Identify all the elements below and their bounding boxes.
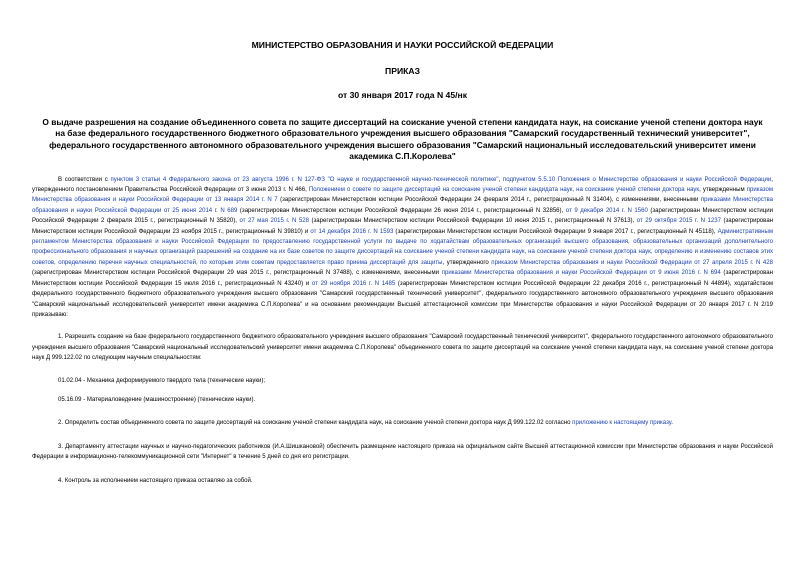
text-span: (зарегистрирован Министерством юстиции Российской Федерации 29 мая 2015 г., регистрационный N 37488), с изменениями, внесенными [32,270,442,277]
text-span: (зарегистрирован Министерством юстиции Российской Федерации 10 июня 2015 г., регистрационный N 37613), [308,218,637,225]
link-order-1560[interactable]: от 9 декабря 2014 г. N 1560 [565,207,648,214]
link-council-regulation[interactable]: Положением о совете по защите диссертаций на соискание ученой степени кандидата наук, на соискание ученой степени доктора наук [308,187,700,194]
text-span: (зарегистрирован Министерством юстиции Российской Федерации 26 июня 2014 г., регистрационный N 32856), [237,207,566,214]
text-span: (зарегистрирован Министерством юстиции Российской Федерации 2 февраля 2015 г., регистрационный N 35820), [32,207,773,225]
ministry-name: МИНИСТЕРСТВО ОБРАЗОВАНИЯ И НАУКИ РОССИЙСКОЙ ФЕДЕРАЦИИ [251,40,554,50]
order-type: ПРИКАЗ [385,66,420,76]
clause-3: 3. Департаменту аттестации научных и научно-педагогических работников (И.А.Шишкановой) обеспечить размещение настоящего приказа на официальном сайте Высшей аттестационной комиссии при Министерстве образования и науки Российской Федерации в информационно-телекоммуникационной сети "Интернет" в течение 5 дней со дня его регистрации. [32,443,773,461]
text-span: , утвержденного постановлением Правительства Российской Федерации от 3 июня 2013 г. N 466, [32,176,773,194]
text-span: , утвержденного [442,259,492,266]
link-order-528[interactable]: от 27 мая 2015 г. N 528 [239,218,309,225]
link-order-1593[interactable]: от 14 декабря 2016 г. N 1593 [310,228,394,235]
specialty-item: 05.16.09 - Материаловедение (машиностроение) (технические науки). [58,396,256,403]
text-span: (зарегистрирован Министерством юстиции Российской Федерации 9 января 2017 г., регистрационный N 45118), [393,228,718,235]
order-date: от 30 января 2017 года N 45/нк [337,90,468,100]
text-span: (зарегистрирован Министерством юстиции Российской Федерации 23 ноября 2015 г., регистрационный N 39810) и [32,218,774,235]
clause-2 [32,418,773,428]
text-span: (зарегистрирован Министерством юстиции Российской Федерации 22 декабря 2016 г., регистрационный N 44894), ходатайством федерального государственного бюджетного образовательного учреждения высшего образования "Самарский государственный технический университет", федерального государственного автономного образовательного учреждения высшего образования "Самарский национальный исследовательский университет имени академика С.П.Королева" и на основании рекомендации Высшей аттестационной комиссии при Министерстве образования и науки Российской Федерации от 20 января 2017 г. N 2/19 приказываю: [32,280,774,318]
specialty-item: 01.02.04 - Механика деформируемого твердого тела (технические науки); [58,377,266,384]
text-span: , [498,176,503,183]
link-appendix[interactable]: приложению к настоящему приказу [572,420,672,427]
link-order-1485[interactable]: от 29 ноября 2016 г. N 1485 [311,280,396,287]
link-order-7[interactable]: приказом Министерства образования и науки Российской Федерации от 13 января 2014 г. N 7 [32,187,774,204]
text-span: (зарегистрирован Министерством юстиции Российской Федерации 24 февраля 2014 г., регистрационный N 31404), с изменениями, внесенными [277,197,701,204]
document-title: О выдаче разрешения на создание объединенного совета по защите диссертаций на соискание ученой степени кандидата наук, на соискание ученой степени доктора наук на базе федерального государственного бюджетного образовательного учреждения высшего образования "Самарский государственный технический университет", федерального государственного автономного образовательного учреждения высшего образования "Самарский национальный исследовательский университет имени академика С.П.Королева" [42,117,763,162]
link-law-127fz[interactable]: пунктом 3 статьи 4 Федерального закона от 23 августа 1996 г. N 127-ФЗ "О науке и государственной научно-технической политике" [110,176,499,183]
preamble-paragraph [32,175,773,321]
link-order-694[interactable]: приказами Министерства образования и науки Российской Федерации от 9 июня 2016 г. N 694 [441,270,721,277]
text-span: , утвержденным [699,187,747,194]
text-span: 2. Определить состав объединенного совета по защите диссертаций на соискание ученой степени кандидата наук, на соискание ученой степени доктора наук Д 999.122.02 согласно [58,420,573,427]
clause-4: 4. Контроль за исполнением настоящего приказа оставляю за собой. [58,477,253,484]
text-span: . [671,420,673,427]
clause-1: 1. Разрешить создание на базе федерального государственного бюджетного образовательного учреждения высшего образования "Самарский государственный технический университет", федерального государственного автономного образовательного учреждения высшего образования "Самарский национальный исследовательский университет имени академика С.П.Королева" объединенного совета по защите диссертаций на соискание ученой степени кандидата наук, на соискание ученой степени доктора наук Д 999.122.02 по следующим научным специальностям: [32,334,773,362]
link-ministry-regulation[interactable]: подпунктом 5.5.10 Положения о Министерстве образования и науки Российской Федерации [502,176,772,183]
link-order-1237[interactable]: от 29 октября 2015 г. N 1237 [636,218,721,225]
link-order-428[interactable]: приказом Министерства образования и науки Российской Федерации от 27 апреля 2015 г. N 428 [491,259,774,266]
link-admin-regulation[interactable]: Административным регламентом Министерства образования и науки Российской Федерации по предоставлению государственной услуги по выдаче по ходатайствам образовательных организаций высшего образования, образовательных организаций дополнительного профессионального образования и научных организаций разрешений на создание на их базе советов по защите диссертаций на соискание ученой степени кандидата наук, на соискание ученой степени доктора наук, определению и изменению составов этих советов, определению перечня научных специальностей, по которым этим советам предоставляется право приема диссертаций для защиты [32,228,773,266]
text-span: В соответствии с [58,176,111,183]
text-span: (зарегистрирован Министерством юстиции Российской Федерации 15 июля 2016 г., регистрационный N 43240) и [32,270,773,287]
link-order-689[interactable]: приказами Министерства образования и науки Российской Федерации от 25 июня 2014 г. N 689 [32,197,774,214]
